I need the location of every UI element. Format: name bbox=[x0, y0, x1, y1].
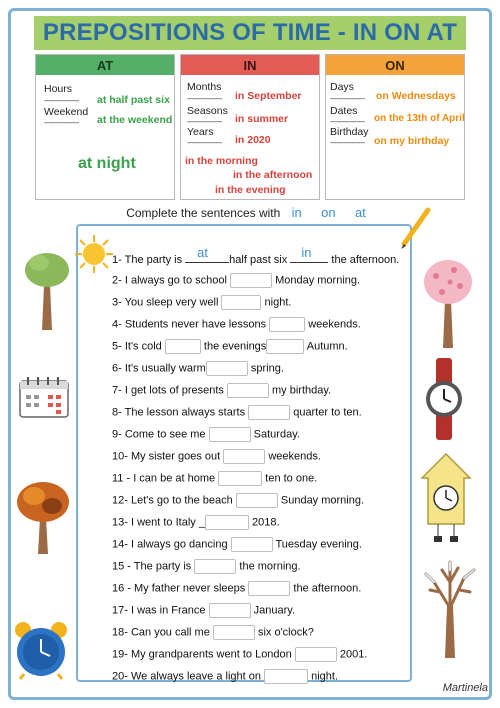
dashes: ---------------- bbox=[187, 117, 222, 126]
sentence-text: Saturday. bbox=[253, 428, 300, 441]
answer-field-10[interactable] bbox=[223, 449, 265, 464]
dates-example: on the 13th of April bbox=[374, 113, 465, 124]
in-header: IN bbox=[181, 55, 319, 75]
on-header: ON bbox=[326, 55, 464, 75]
in-column bbox=[180, 54, 320, 200]
sentence-text: quarter to ten. bbox=[293, 406, 362, 419]
seasons-example: in summer bbox=[235, 113, 289, 125]
answer-field-6[interactable] bbox=[206, 361, 248, 376]
answer-field-15[interactable] bbox=[194, 559, 236, 574]
days-label: Days bbox=[330, 81, 354, 93]
blossom-tree-icon bbox=[420, 256, 476, 350]
sentence-text: the morning. bbox=[239, 560, 301, 573]
sentence-9 bbox=[112, 427, 300, 442]
sentence-3 bbox=[112, 295, 291, 310]
days-example: on Wednesdays bbox=[376, 90, 456, 102]
sentence-7 bbox=[112, 383, 331, 398]
weekend-example: at the weekend bbox=[97, 114, 173, 126]
page-title: PREPOSITIONS OF TIME - IN ON AT bbox=[42, 19, 458, 46]
answer-field-13[interactable] bbox=[205, 515, 249, 530]
sentence-4 bbox=[112, 317, 361, 332]
sentence-12 bbox=[112, 493, 364, 508]
author-signature: Martinela bbox=[442, 682, 488, 694]
answer-field-12[interactable] bbox=[236, 493, 278, 508]
sentence-text: 20- We always leave a light on bbox=[112, 670, 261, 683]
sentence-text: weekends. bbox=[268, 450, 321, 463]
months-example: in September bbox=[235, 90, 302, 102]
sentence-text: 12- Let's go to the beach bbox=[112, 494, 233, 507]
sentence-1 bbox=[112, 245, 400, 266]
sentence-5 bbox=[112, 339, 348, 354]
answer-field-7[interactable] bbox=[227, 383, 269, 398]
birthday-example: on my birthday bbox=[374, 135, 450, 147]
title-banner bbox=[34, 16, 466, 50]
answer-field-17[interactable] bbox=[209, 603, 251, 618]
sentence-text: 1- The party is bbox=[112, 254, 186, 266]
sentence-text: 16 - My father never sleeps bbox=[112, 582, 246, 595]
sentence-text: 5- It's cold bbox=[112, 340, 162, 353]
answer-field-11[interactable] bbox=[218, 471, 262, 486]
on-column bbox=[325, 54, 465, 200]
dashes: ---------------- bbox=[330, 117, 365, 126]
answer-field-1b[interactable] bbox=[290, 245, 328, 263]
cuckoo-clock-icon bbox=[420, 452, 472, 544]
sentence-text: 8- The lesson always starts bbox=[112, 406, 246, 419]
sentence-13 bbox=[112, 515, 280, 530]
sentence-text: the evenings bbox=[203, 340, 267, 353]
sentence-2 bbox=[112, 273, 360, 288]
sentence-text: 17- I was in France bbox=[112, 604, 206, 617]
sentence-text: my birthday. bbox=[272, 384, 332, 397]
dashes: ---------------- bbox=[330, 138, 365, 147]
answer-text: in bbox=[301, 245, 312, 260]
answer-field-14[interactable] bbox=[231, 537, 273, 552]
word-on: on bbox=[321, 205, 336, 220]
at-column bbox=[35, 54, 175, 200]
answer-text: at bbox=[197, 245, 209, 260]
sentence-text: 14- I always go dancing bbox=[112, 538, 228, 551]
answer-field-3[interactable] bbox=[221, 295, 261, 310]
sentence-8 bbox=[112, 405, 362, 420]
sentence-text: Monday morning. bbox=[275, 274, 361, 287]
sentence-text: 2001. bbox=[339, 648, 368, 661]
afternoon-example: in the afternoon bbox=[233, 169, 313, 181]
answer-field-16[interactable] bbox=[248, 581, 290, 596]
instruction-text: Complete the sentences with bbox=[126, 206, 281, 220]
wristwatch-icon bbox=[422, 358, 466, 440]
answer-field-8[interactable] bbox=[248, 405, 290, 420]
birthday-label: Birthday bbox=[330, 126, 369, 138]
sentence-15 bbox=[112, 559, 301, 574]
calendar-icon bbox=[18, 375, 70, 419]
sentence-text: 19- My grandparents went to London bbox=[112, 648, 292, 661]
dates-label: Dates bbox=[330, 105, 358, 117]
answer-field-5b[interactable] bbox=[266, 339, 304, 354]
years-label: Years bbox=[187, 126, 214, 138]
answer-field-19[interactable] bbox=[295, 647, 337, 662]
sentence-text: 2- I always go to school bbox=[112, 274, 227, 287]
alarm-clock-icon bbox=[12, 620, 70, 680]
sun-icon bbox=[74, 234, 114, 274]
answer-field-20[interactable] bbox=[264, 669, 308, 684]
morning-example: in the morning bbox=[185, 155, 258, 167]
seasons-label: Seasons bbox=[187, 105, 228, 117]
sentence-text: Sunday morning. bbox=[280, 494, 365, 507]
sentence-text: 11 - I can be at home bbox=[112, 472, 216, 485]
sentence-text: Tuesday evening. bbox=[275, 538, 362, 551]
years-example: in 2020 bbox=[235, 134, 271, 146]
sentence-text: weekends. bbox=[308, 318, 361, 331]
sentence-10 bbox=[112, 449, 321, 464]
evening-example: in the evening bbox=[215, 184, 286, 196]
pencil-icon bbox=[398, 206, 432, 250]
sentence-19 bbox=[112, 647, 367, 662]
answer-field-18[interactable] bbox=[213, 625, 255, 640]
answer-field-1a[interactable] bbox=[185, 245, 229, 263]
sentence-16 bbox=[112, 581, 361, 596]
sentence-text: night. bbox=[264, 296, 292, 309]
answer-field-4[interactable] bbox=[269, 317, 305, 332]
sentence-20 bbox=[112, 669, 338, 684]
hours-example: at half past six bbox=[97, 94, 170, 106]
sentence-text: 9- Come to see me bbox=[112, 428, 206, 441]
sentence-text: six o'clock? bbox=[257, 626, 314, 639]
answer-field-2[interactable] bbox=[230, 273, 272, 288]
dashes: ---------------- bbox=[44, 118, 79, 127]
word-at: at bbox=[354, 205, 366, 220]
sentence-text: 2018. bbox=[252, 516, 280, 529]
answer-field-5a[interactable] bbox=[165, 339, 201, 354]
sentence-11 bbox=[112, 471, 317, 486]
sentence-17 bbox=[112, 603, 295, 618]
weekend-label: Weekend bbox=[44, 106, 89, 118]
sentence-text: half past six bbox=[229, 254, 288, 266]
sentence-text: 13- I went to Italy _ bbox=[112, 516, 205, 529]
sentence-text: 15 - The party is bbox=[112, 560, 192, 573]
sentence-text: Autumn. bbox=[306, 340, 348, 353]
sentence-text: ten to one. bbox=[265, 472, 318, 485]
tree-icon bbox=[22, 246, 72, 332]
sentence-text: the afternoon. bbox=[293, 582, 362, 595]
winter-tree-icon bbox=[420, 552, 480, 660]
answer-field-9[interactable] bbox=[209, 427, 251, 442]
dashes: ---------------- bbox=[44, 96, 79, 105]
sentence-text: night. bbox=[311, 670, 339, 683]
sentence-text: 7- I get lots of presents bbox=[112, 384, 224, 397]
dashes: ---------------- bbox=[187, 138, 222, 147]
night-example: at night bbox=[78, 155, 136, 172]
sentence-text: 18- Can you call me bbox=[112, 626, 210, 639]
sentence-14 bbox=[112, 537, 362, 552]
sentence-text: the afternoon. bbox=[331, 254, 400, 266]
dashes: ---------------- bbox=[330, 94, 365, 103]
sentence-text: 3- You sleep very well bbox=[112, 296, 219, 309]
at-header: AT bbox=[36, 55, 174, 75]
sentence-text: 6- It's usually warm bbox=[112, 362, 206, 375]
sentence-text: 4- Students never have lessons bbox=[112, 318, 267, 331]
sentence-6 bbox=[112, 361, 284, 376]
months-label: Months bbox=[187, 81, 222, 93]
autumn-tree-icon bbox=[14, 478, 72, 556]
sentence-text: January. bbox=[253, 604, 296, 617]
word-in: in bbox=[291, 205, 302, 220]
sentence-text: 10- My sister goes out bbox=[112, 450, 221, 463]
hours-label: Hours bbox=[44, 83, 73, 95]
dashes: ---------------- bbox=[187, 94, 222, 103]
sentence-18 bbox=[112, 625, 314, 640]
sentence-text: spring. bbox=[250, 362, 284, 375]
